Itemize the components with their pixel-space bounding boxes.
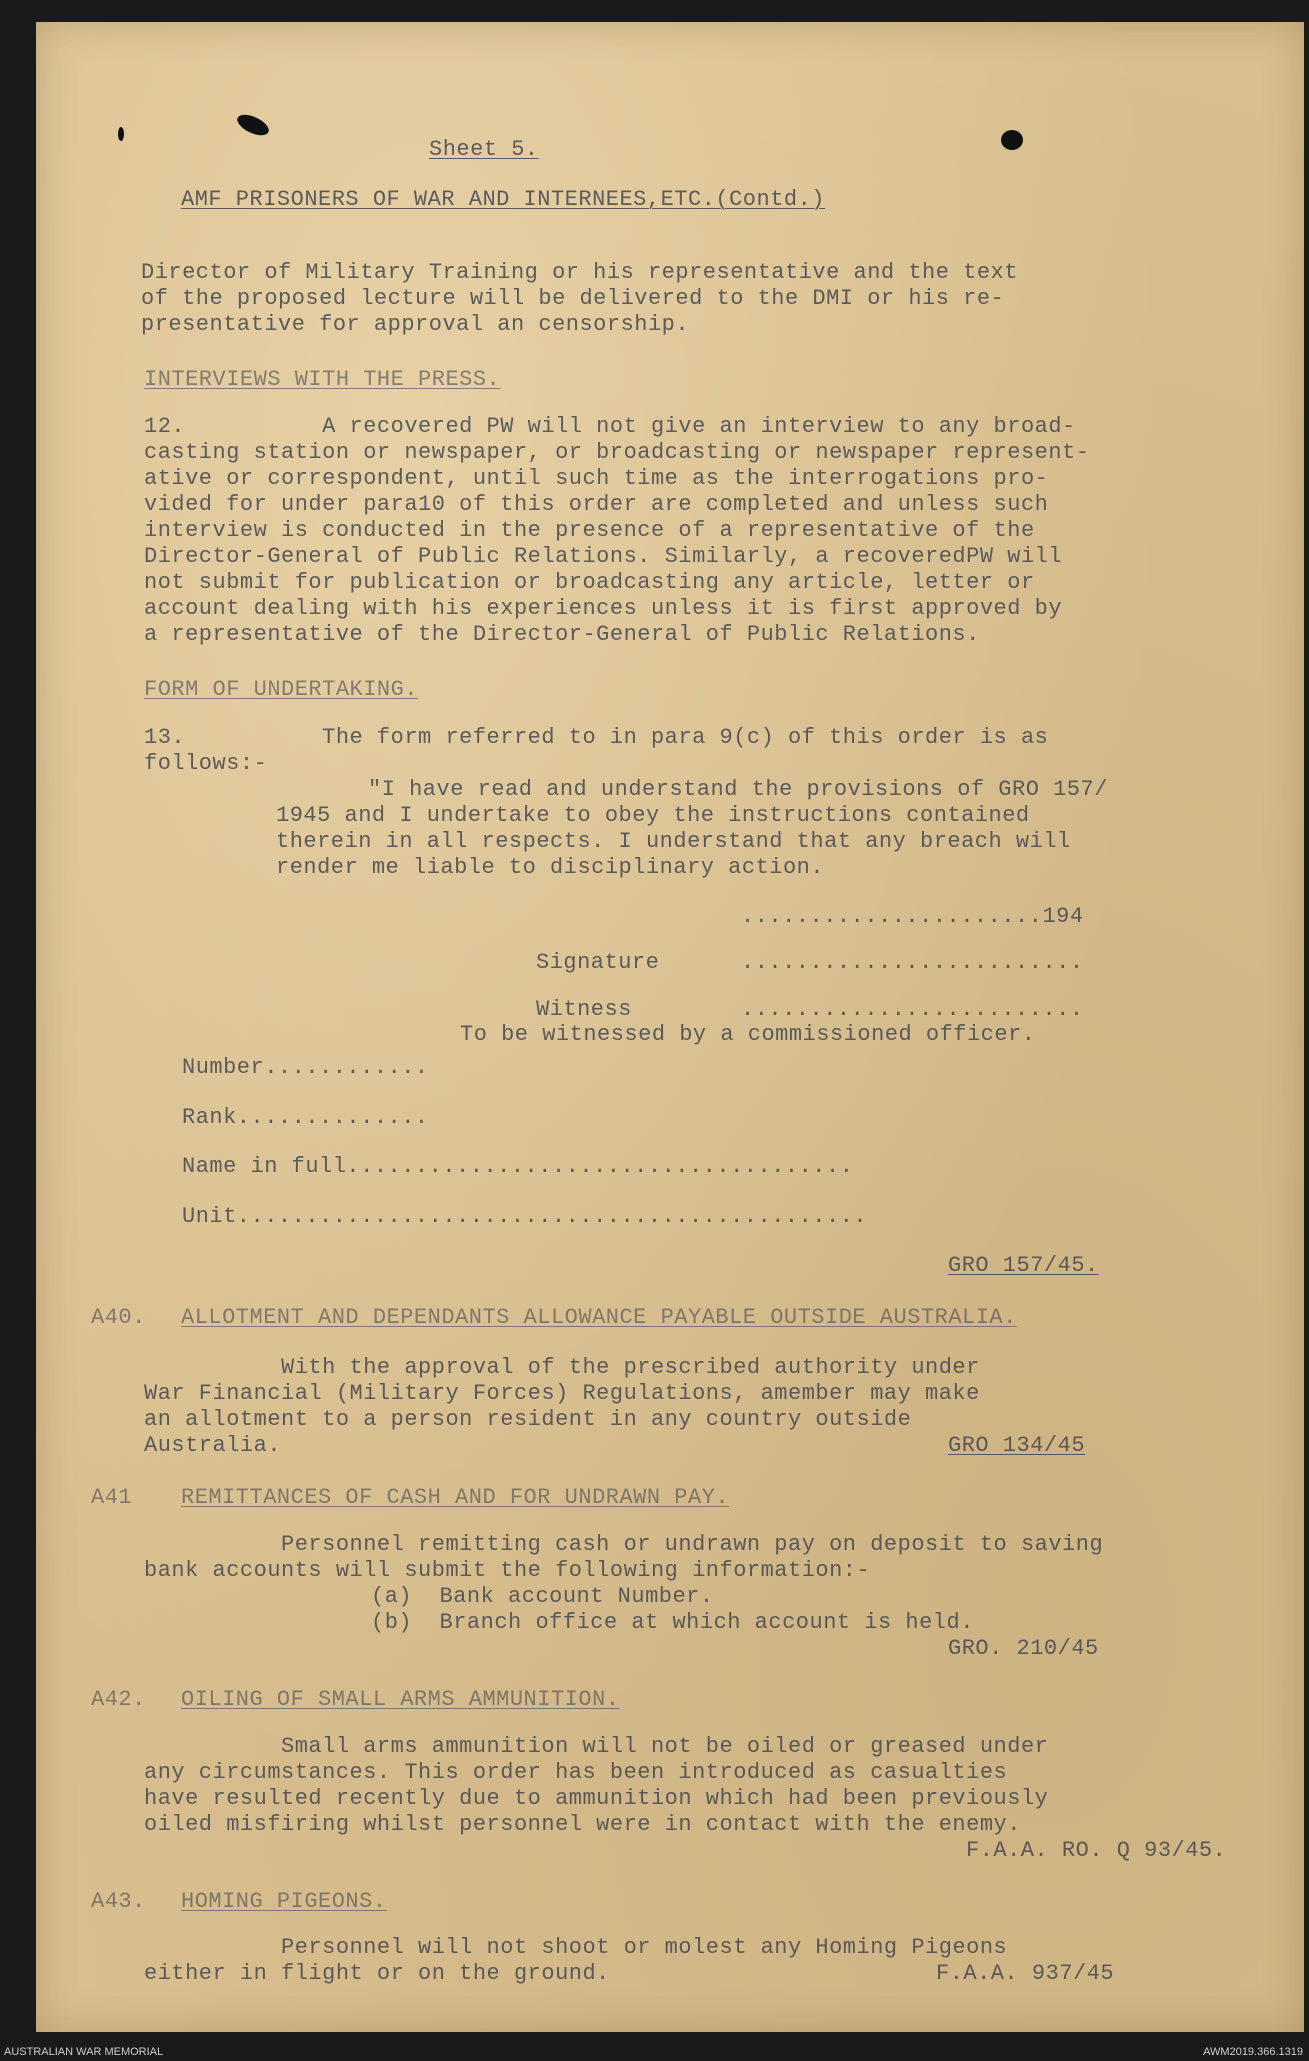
- punch-hole-left: [234, 111, 272, 140]
- sheet-title: Sheet 5.: [429, 137, 539, 162]
- section-heading: AMF PRISONERS OF WAR AND INTERNEES,ETC.(Contd.): [181, 187, 826, 212]
- a43-line: either in flight or on the ground.: [144, 1961, 610, 1986]
- a40-heading: ALLOTMENT AND DEPENDANTS ALLOWANCE PAYABLE OUTSIDE AUSTRALIA.: [181, 1305, 1017, 1330]
- quote-line: "I have read and understand the provisions of GRO 157/: [368, 777, 1108, 802]
- witness-dots: .........................: [741, 997, 1084, 1022]
- footer-credit: AUSTRALIAN WAR MEMORIAL: [4, 2046, 164, 2058]
- intro-line: Director of Military Training or his representative and the text: [141, 260, 1018, 285]
- para12-line: ative or correspondent, until such time as the interrogations pro-: [144, 466, 1049, 491]
- para12-line: Director-General of Public Relations. Similarly, a recoveredPW will: [144, 544, 1063, 569]
- para12-line: 12. A recovered PW will not give an interview to any broad-: [144, 414, 1076, 439]
- a41-line: (b) Branch office at which account is held.: [234, 1610, 974, 1635]
- a41-line: Personnel remitting cash or undrawn pay on deposit to saving: [144, 1532, 1104, 1557]
- reference-gro-210: GRO. 210/45: [948, 1636, 1099, 1661]
- a40-line: With the approval of the prescribed authority under: [144, 1355, 980, 1380]
- para12-line: not submit for publication or broadcasting any article, letter or: [144, 570, 1035, 595]
- a42-number: A42.: [91, 1687, 146, 1712]
- quote-line: render me liable to disciplinary action.: [276, 855, 825, 880]
- punch-hole-right: [1001, 130, 1023, 150]
- para13-line: follows:-: [144, 751, 268, 776]
- a41-line: bank accounts will submit the following information:-: [144, 1558, 871, 1583]
- date-line: ......................194: [741, 904, 1084, 929]
- field-rank: Rank..............: [182, 1105, 429, 1130]
- a43-number: A43.: [91, 1889, 146, 1914]
- a42-line: Small arms ammunition will not be oiled or greased under: [144, 1734, 1049, 1759]
- reference-faa-93: F.A.A. RO. Q 93/45.: [966, 1838, 1227, 1863]
- signature-dots: .........................: [741, 950, 1084, 975]
- a41-line: (a) Bank account Number.: [234, 1584, 714, 1609]
- reference-gro-157: GRO 157/45.: [948, 1253, 1099, 1278]
- a43-heading: HOMING PIGEONS.: [181, 1889, 387, 1914]
- a42-line: have resulted recently due to ammunition which had been previously: [144, 1786, 1049, 1811]
- para12-line: casting station or newspaper, or broadcasting or newspaper represent-: [144, 440, 1090, 465]
- a40-number: A40.: [91, 1305, 146, 1330]
- para12-line: a representative of the Director-General of Public Relations.: [144, 622, 980, 647]
- para13-line: 13. The form referred to in para 9(c) of this order is as: [144, 725, 1049, 750]
- field-unit: Unit..............................................: [182, 1204, 868, 1229]
- footer-accession: AWM2019.366.1319: [1203, 2046, 1303, 2058]
- form-heading: FORM OF UNDERTAKING.: [144, 677, 419, 702]
- a43-line: Personnel will not shoot or molest any Homing Pigeons: [144, 1935, 1008, 1960]
- a41-number: A41: [91, 1485, 133, 1510]
- field-number: Number............: [182, 1055, 429, 1080]
- a42-line: oiled misfiring whilst personnel were in contact with the enemy.: [144, 1812, 1021, 1837]
- intro-line: of the proposed lecture will be delivered to the DMI or his re-: [141, 286, 1005, 311]
- interviews-heading: INTERVIEWS WITH THE PRESS.: [144, 367, 501, 392]
- document-page: [36, 22, 1304, 2032]
- para12-line: vided for under para10 of this order are completed and unless such: [144, 492, 1049, 517]
- a41-heading: REMITTANCES OF CASH AND FOR UNDRAWN PAY.: [181, 1485, 730, 1510]
- a42-line: any circumstances. This order has been introduced as casualties: [144, 1760, 1008, 1785]
- a40-line: an allotment to a person resident in any country outside: [144, 1407, 912, 1432]
- para12-line: interview is conducted in the presence of a representative of the: [144, 518, 1035, 543]
- intro-line: presentative for approval an censorship.: [141, 312, 690, 337]
- a40-line: War Financial (Military Forces) Regulations, amember may make: [144, 1381, 980, 1406]
- quote-line: therein in all respects. I understand that any breach will: [276, 829, 1071, 854]
- para12-line: account dealing with his experiences unless it is first approved by: [144, 596, 1063, 621]
- pin-mark: [118, 127, 124, 141]
- quote-line: 1945 and I undertake to obey the instructions contained: [276, 803, 1030, 828]
- a40-line: Australia.: [144, 1433, 282, 1458]
- witness-note: To be witnessed by a commissioned officer.: [460, 1022, 1036, 1047]
- witness-label: Witness: [536, 997, 632, 1022]
- signature-label: Signature: [536, 950, 660, 975]
- reference-gro-134: GRO 134/45: [948, 1433, 1086, 1458]
- field-name: Name in full.....................................: [182, 1154, 854, 1179]
- a42-heading: OILING OF SMALL ARMS AMMUNITION.: [181, 1687, 620, 1712]
- reference-faa-937: F.A.A. 937/45: [936, 1961, 1115, 1986]
